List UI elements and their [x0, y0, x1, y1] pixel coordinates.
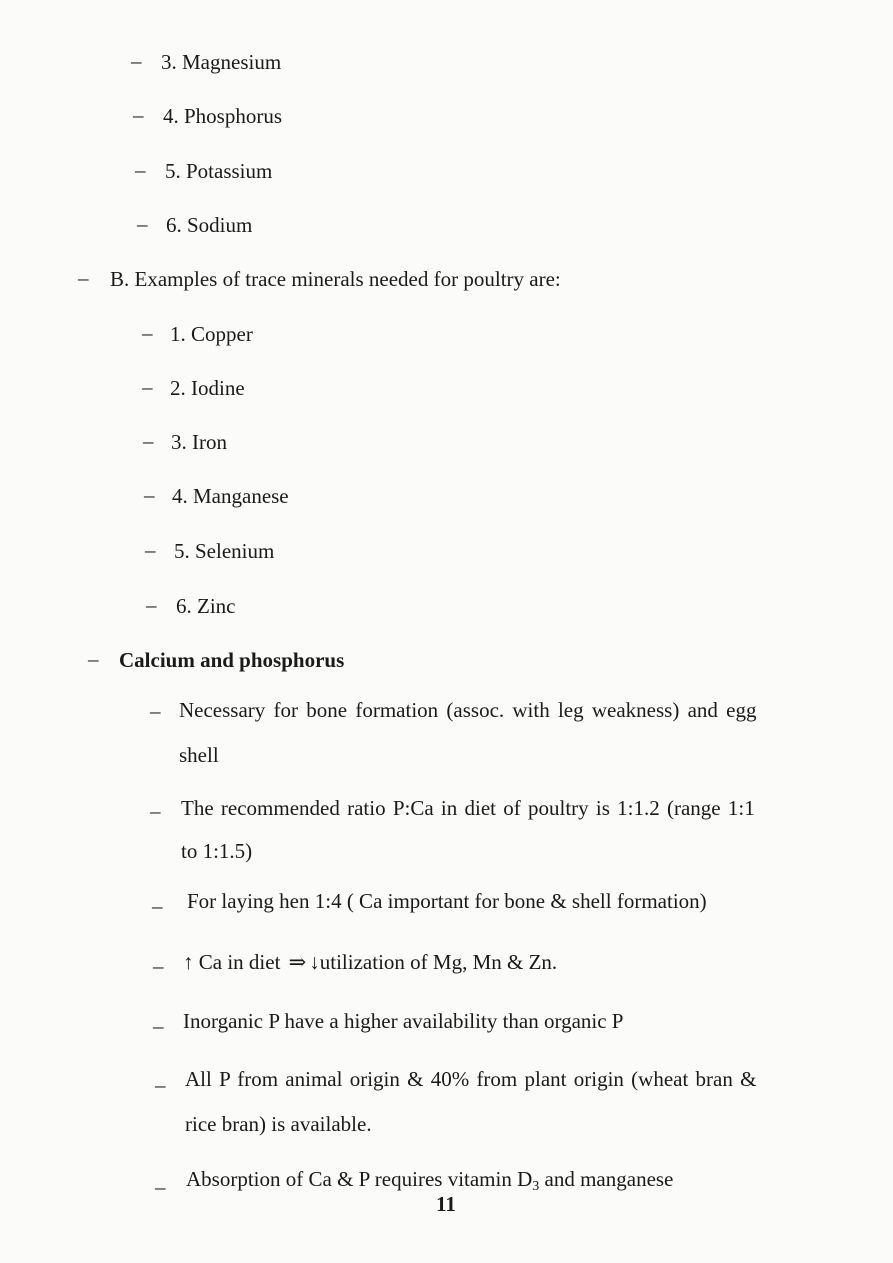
bullet-dash: –	[150, 699, 161, 723]
bullet-dash: –	[144, 483, 155, 507]
bullet-dash: –	[143, 429, 154, 453]
list-item-zinc: 6. Zinc	[176, 594, 236, 618]
point-available-p-cont: rice bran) is available.	[185, 1112, 372, 1136]
page-number: 11	[436, 1192, 456, 1216]
point-absorption-part-b: and manganese	[539, 1167, 674, 1191]
point-recommended-ratio-cont: to 1:1.5)	[181, 839, 253, 863]
point-ca-utilization-part-b: utilization of Mg, Mn & Zn.	[319, 950, 558, 974]
bullet-dash: –	[150, 799, 161, 823]
point-laying-hen: For laying hen 1:4 ( Ca important for bone & shell formation)	[187, 889, 707, 913]
bullet-dash: –	[88, 647, 99, 671]
list-item-magnesium: 3. Magnesium	[161, 50, 282, 74]
bullet-dash: –	[142, 375, 153, 399]
point-recommended-ratio: The recommended ratio P:Ca in diet of poultry is 1:1.2 (range 1:1	[181, 796, 755, 820]
point-ca-utilization	[183, 949, 557, 975]
bullet-dash: –	[137, 212, 148, 236]
list-item-potassium: 5. Potassium	[165, 159, 273, 183]
point-absorption	[186, 1166, 673, 1200]
point-ca-utilization-part-a: Ca in diet	[198, 950, 281, 974]
point-available-p: All P from animal origin & 40% from plant origin (wheat bran &	[185, 1067, 757, 1091]
bullet-dash: –	[152, 894, 163, 918]
bullet-dash: –	[155, 1175, 166, 1199]
section-heading: Calcium and phosphorus	[119, 648, 345, 672]
list-item-selenium: 5. Selenium	[174, 539, 275, 563]
list-item-sodium: 6. Sodium	[166, 213, 253, 237]
bullet-dash: –	[145, 538, 156, 562]
list-item-phosphorus: 4. Phosphorus	[163, 104, 283, 128]
down-arrow-icon: ↓	[309, 950, 320, 974]
list-item-manganese: 4. Manganese	[172, 484, 289, 508]
point-absorption-subscript: 3	[532, 1179, 540, 1194]
point-bone-formation: Necessary for bone formation (assoc. with leg weakness) and egg	[179, 698, 757, 722]
list-item-iodine: 2. Iodine	[170, 376, 245, 400]
bullet-dash: –	[78, 266, 89, 290]
trace-minerals-heading: B. Examples of trace minerals needed for poultry are:	[110, 267, 561, 291]
bullet-dash: –	[142, 321, 153, 345]
bullet-dash: –	[131, 49, 142, 73]
point-bone-formation-cont: shell	[179, 743, 219, 767]
bullet-dash: –	[133, 103, 144, 127]
list-item-iron: 3. Iron	[171, 430, 227, 454]
list-item-copper: 1. Copper	[170, 322, 253, 346]
bullet-dash: –	[135, 158, 146, 182]
bullet-dash: –	[153, 1014, 164, 1038]
point-absorption-part-a: Absorption of Ca & P requires vitamin D	[186, 1167, 533, 1191]
bullet-dash: –	[146, 593, 157, 617]
implies-arrow-icon: ⇒	[288, 950, 307, 974]
up-arrow-icon: ↑	[183, 950, 194, 974]
bullet-dash: –	[155, 1073, 166, 1097]
point-inorganic-p: Inorganic P have a higher availability than organic P	[183, 1009, 624, 1033]
bullet-dash: –	[153, 954, 164, 978]
